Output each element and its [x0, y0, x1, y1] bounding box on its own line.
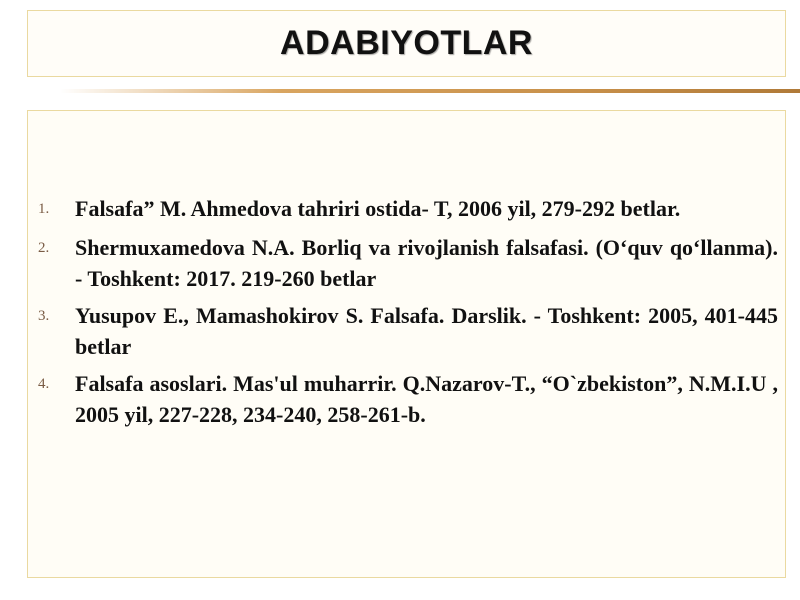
reference-text: Falsafa asoslari. Mas'ul muharrir. Q.Nazarov-T., “O`zbekiston”, N.M.I.U , 2005 yil, 227-228, 234-240, 258-261-b. — [75, 371, 778, 427]
reference-item — [28, 193, 785, 226]
reference-number: 4. — [38, 376, 50, 392]
reference-item — [28, 300, 785, 362]
reference-text: Yusupov E., Mamashokirov S. Falsafa. Darslik. - Toshkent: 2005, 401-445 betlar — [75, 303, 778, 359]
reference-number: 3. — [38, 308, 50, 324]
reference-list — [28, 193, 785, 436]
reference-item — [28, 232, 785, 294]
reference-text: Shermuxamedova N.A. Borliq va rivojlanish falsafasi. (O‘quv qo‘llanma). - Toshkent: 2017. 219-260 betlar — [75, 235, 778, 291]
content-box — [27, 110, 786, 578]
reference-text: Falsafa” M. Ahmedova tahriri ostida- T, 2006 yil, 279-292 betlar. — [75, 196, 681, 221]
title-box — [27, 10, 786, 77]
reference-number: 1. — [38, 201, 50, 217]
reference-item — [28, 368, 785, 430]
title-divider — [60, 89, 800, 93]
reference-number: 2. — [38, 240, 50, 256]
page-title: ADABIYOTLAR — [280, 24, 533, 62]
